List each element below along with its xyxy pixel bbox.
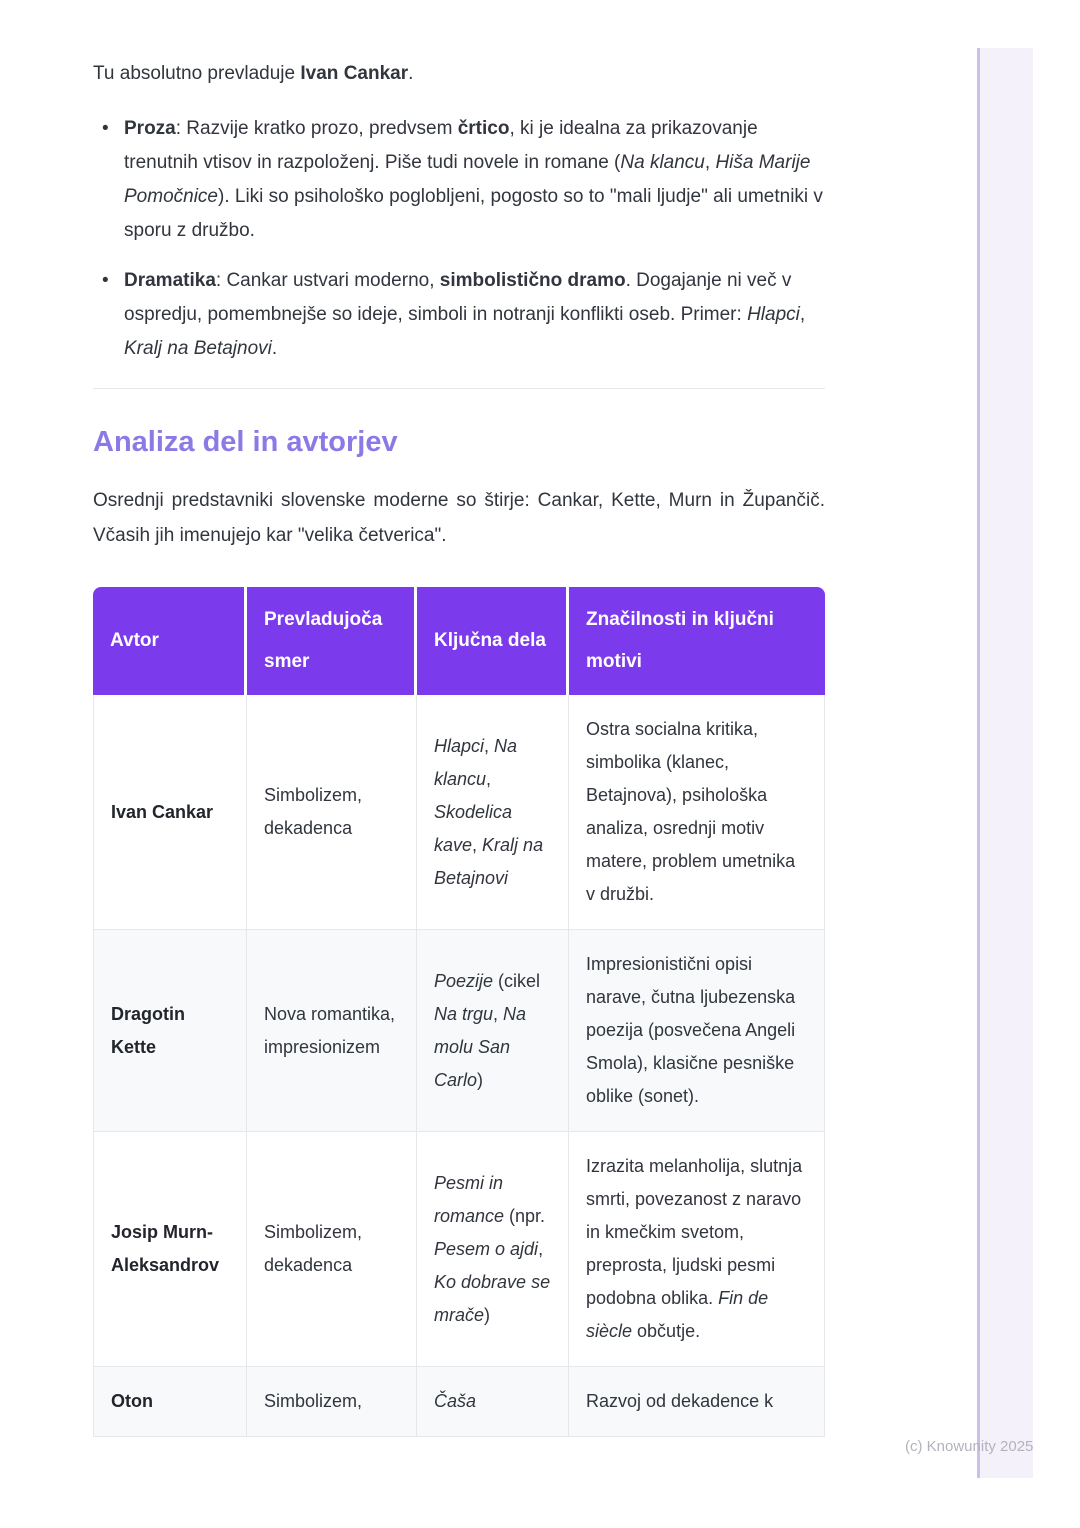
text-segment: Skodelica kave: [434, 801, 513, 855]
text-segment: Simbolizem,: [264, 1391, 363, 1411]
table-body: [93, 695, 825, 1437]
text-segment: Hlapci: [747, 304, 800, 325]
text-segment: ,: [472, 834, 483, 855]
traits-cell: [569, 1132, 825, 1367]
text-segment: občutje.: [632, 1321, 701, 1341]
table-row: [93, 930, 825, 1132]
intro-paragraph: [93, 57, 825, 91]
text-segment: (cikel: [493, 970, 541, 991]
table-row: [93, 1132, 825, 1367]
text-segment: (npr.: [504, 1205, 546, 1226]
bullet-icon: •: [102, 270, 109, 291]
list-item: [93, 264, 825, 366]
text-segment: ,: [493, 1003, 504, 1024]
column-header-direction: Prevladujoča smer: [247, 587, 417, 695]
text-segment: ,: [484, 735, 495, 756]
direction-cell: [247, 1132, 417, 1367]
text-segment: Poezije: [434, 970, 494, 991]
text-segment: : Razvije kratko prozo, predvsem: [175, 118, 458, 139]
text-segment: Pesmi in romance: [434, 1172, 505, 1226]
text-segment: Kralj na Betajnovi: [124, 338, 272, 359]
column-header-works: Ključna dela: [417, 587, 569, 695]
table-row: [93, 1367, 825, 1437]
direction-cell: [247, 695, 417, 930]
text-segment: Na klancu: [434, 735, 518, 789]
right-margin-strip: [977, 48, 1033, 1478]
text-segment: .: [408, 63, 414, 84]
text-segment: Hlapci: [434, 735, 485, 756]
works-cell: [417, 1132, 569, 1367]
direction-cell: [247, 1367, 417, 1437]
text-segment: črtico: [457, 118, 510, 139]
table-header-row: [93, 587, 825, 695]
works-cell: [417, 930, 569, 1132]
text-segment: Na molu San Carlo: [434, 1003, 527, 1090]
text-segment: Proza: [124, 118, 176, 139]
works-cell: [417, 1367, 569, 1437]
section-divider: [93, 388, 825, 389]
text-segment: Simbolizem, dekadenca: [264, 785, 363, 838]
author-cell: Dragotin Kette: [93, 930, 247, 1132]
text-segment: , ki je idealna za prikazovanje trenutnih vtisov in razpoloženj. Piše tudi novele in romane (: [124, 118, 758, 173]
text-segment: simbolistično dramo: [439, 270, 626, 291]
text-segment: Tu absolutno prevladuje: [93, 63, 301, 84]
author-cell: Ivan Cankar: [93, 695, 247, 930]
direction-cell: [247, 930, 417, 1132]
text-segment: Simbolizem, dekadenca: [264, 1222, 363, 1275]
text-segment: Pesem o ajdi: [434, 1238, 539, 1259]
text-segment: ,: [538, 1238, 544, 1259]
text-segment: Ko dobrave se mrače: [434, 1271, 551, 1325]
text-segment: Ostra socialna kritika, simbolika (klanec, Betajnova), psihološka analiza, osrednji motiv matere, problem umetnika v družbi.: [586, 719, 796, 904]
text-segment: Razvoj od dekadence k: [586, 1391, 774, 1411]
author-cell: Oton: [93, 1367, 247, 1437]
section-heading: Analiza del in avtorjev: [93, 426, 398, 458]
authors-table-container: [93, 587, 825, 1489]
section-intro: Osrednji predstavniki slovenske moderne so štirje: Cankar, Kette, Murn in Župančič. Včasih jih imenujejo kar "velika četverica".: [93, 490, 825, 546]
text-segment: ,: [704, 152, 716, 173]
text-segment: Fin de siècle: [586, 1288, 769, 1341]
text-segment: Kralj na Betajnovi: [434, 834, 544, 888]
traits-cell: [569, 695, 825, 930]
author-cell: Josip Murn-Aleksandrov: [93, 1132, 247, 1367]
text-segment: ): [484, 1304, 491, 1325]
traits-cell: [569, 930, 825, 1132]
text-segment: Hiša Marije Pomočnice: [124, 152, 811, 207]
text-segment: Dramatika: [124, 270, 216, 291]
bullet-icon: •: [102, 118, 109, 139]
column-header-author: Avtor: [93, 587, 247, 695]
bullet-list: [93, 112, 825, 366]
authors-table: [93, 587, 825, 1437]
text-segment: : Cankar ustvari moderno,: [215, 270, 440, 291]
table-header: [93, 587, 825, 695]
text-segment: Na trgu: [434, 1003, 494, 1024]
bullet-text: [124, 270, 805, 359]
table-row: [93, 695, 825, 930]
text-segment: ,: [486, 768, 492, 789]
list-item: [93, 112, 825, 248]
works-cell: [417, 695, 569, 930]
text-segment: Nova romantika, impresionizem: [264, 1003, 396, 1057]
text-segment: ): [477, 1069, 484, 1090]
text-segment: ). Liki so psihološko poglobljeni, pogosto so to "mali ljudje" ali umetniki v sporu z družbo.: [124, 186, 823, 241]
text-segment: Na klancu: [620, 152, 705, 173]
text-segment: Izrazita melanholija, slutnja smrti, povezanost z naravo in kmečkim svetom, preprosta, ljudski pesmi podobna oblika.: [586, 1156, 803, 1308]
content-area: [93, 57, 825, 1489]
text-segment: Čaša: [434, 1391, 477, 1411]
text-segment: .: [271, 338, 278, 359]
text-segment: Impresionistični opisi narave, čutna ljubezenska poezija (posvečena Angeli Smola), klasične pesniške oblike (sonet).: [586, 954, 796, 1106]
text-segment: Ivan Cankar: [300, 63, 409, 84]
traits-cell: [569, 1367, 825, 1437]
bullet-text: [124, 118, 823, 241]
watermark: (c) Knowunity 2025: [905, 1438, 1034, 1455]
column-header-traits: Značilnosti in ključni motivi: [569, 587, 825, 695]
text-segment: ,: [799, 304, 806, 325]
text-segment: . Dogajanje ni več v ospredju, pomembnejše so ideje, simboli in notranji konflikti oseb. Primer:: [124, 270, 792, 325]
